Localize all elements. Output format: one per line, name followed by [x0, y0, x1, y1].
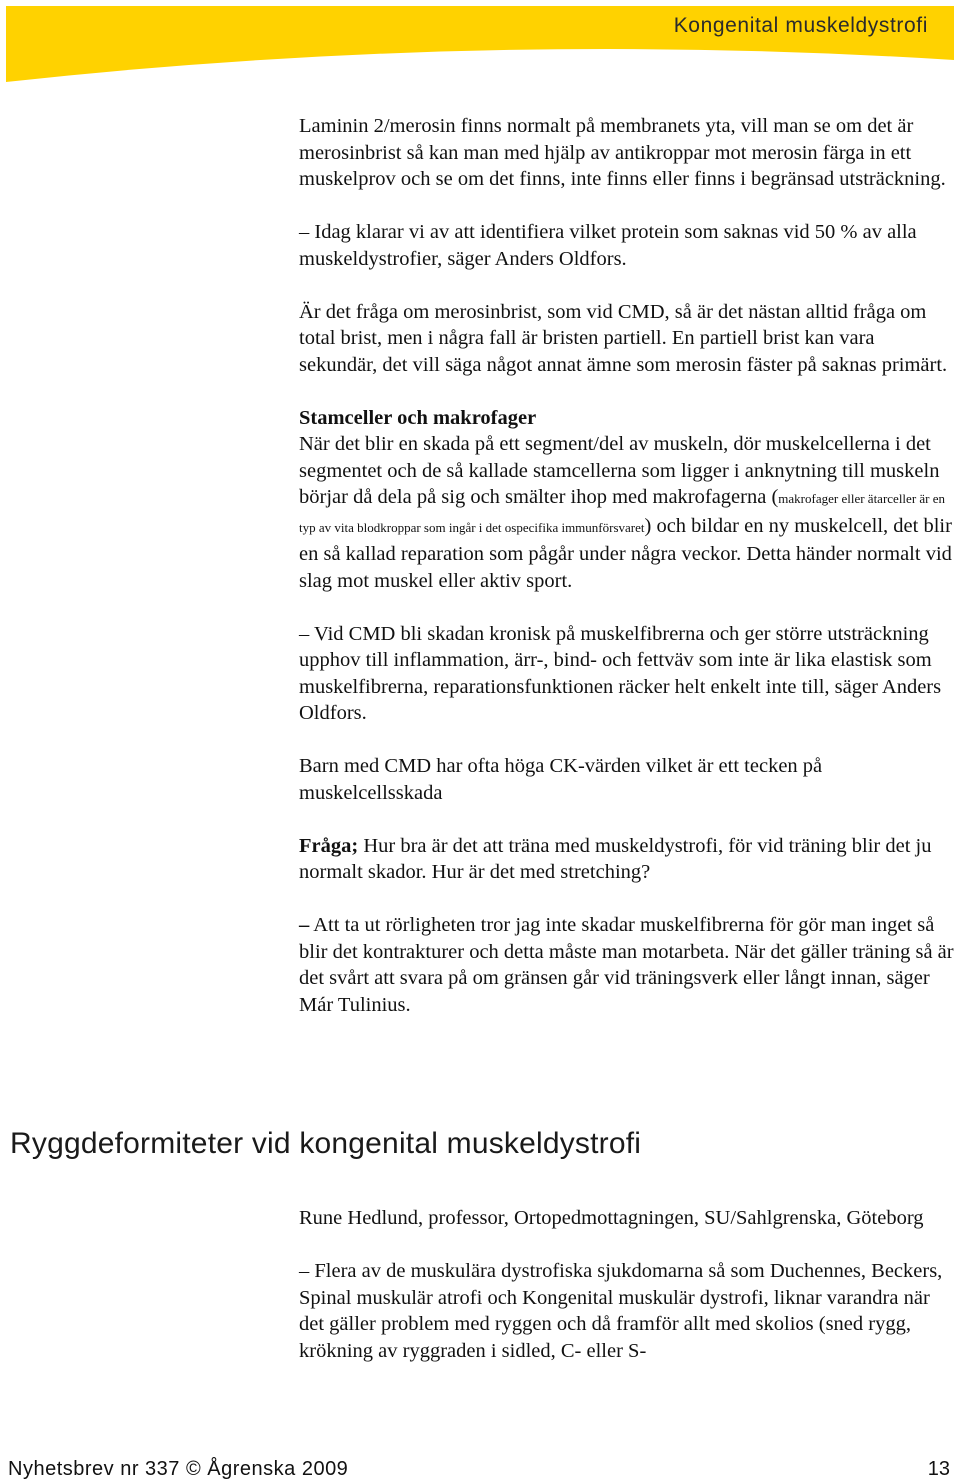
header-title: Kongenital muskeldystrofi	[673, 14, 928, 37]
footer-newsletter: Nyhetsbrev nr 337 © Ågrenska 2009	[8, 1458, 349, 1480]
paragraph-ck-values: Barn med CMD har ofta höga CK-värden vilket är ett tecken på muskelcellsskada	[299, 755, 823, 804]
section-body	[299, 1205, 954, 1391]
question-paragraph	[299, 833, 954, 886]
question-label: Fråga;	[299, 834, 359, 857]
answer-text: Att ta ut rörligheten tror jag inte skadar muskelfibrerna för gör man inget så blir det kontrakturer och detta måste man motarbeta. När det gäller träning så är det svårt att svara på om gränsen går vid träningsverk eller långt innan, säger Már Tulinius.	[299, 914, 954, 1016]
stem-cells-text-a: När det blir en skada på ett segment/del av muskeln, dör muskelcellerna i det segmentet och de så kallade stamcellerna som ligger i anknytning till muskeln börjar då dela på sig och smälter ihop med makrofagerna (	[299, 433, 940, 508]
answer-dash: –	[299, 914, 310, 936]
section-author: Rune Hedlund, professor, Ortopedmottagningen, SU/Sahlgrenska, Göteborg	[299, 1207, 924, 1229]
quote-oldfors-chronic: – Vid CMD bli skadan kronisk på muskelfibrerna och ger större utsträckning upphov till inflammation, ärr-, bind- och fettväv som inte är lika elastisk som muskelfibrerna, reparationsfunktionen räcker helt enkelt inte till, säger Anders Oldfors.	[299, 622, 942, 724]
subheading-stem-cells: Stamceller och makrofager	[299, 406, 537, 429]
page-number: 13	[927, 1458, 950, 1480]
header-band-shape	[0, 0, 960, 82]
question-text: Hur bra är det att träna med muskeldystrofi, för vid träning blir det ju normalt skador. Hur är det med stretching?	[299, 834, 932, 883]
stem-cells-note: makrofager eller ätarceller är en typ av vita blodkroppar som ingår i det ospecifika immunförsvaret	[299, 491, 946, 535]
stem-cells-text-b: ) och bildar en ny muskelcell, det blir en så kallad reparation som pågår under några veckor. Detta händer normalt vid slag mot muskel eller aktiv sport.	[299, 514, 952, 592]
quote-oldfors-protein: – Idag klarar vi av att identifiera vilket protein som saknas vid 50 % av alla muskeldystrofier, säger Anders Oldfors.	[299, 221, 917, 270]
paragraph-merosin-test: Laminin 2/merosin finns normalt på membranets yta, vill man se om det är merosinbrist så kan man med hjälp av antikroppar mot merosin färga in ett muskelprov och se om det finns, inte finns eller finns i begränsad utsträckning.	[299, 115, 946, 190]
paragraph-stem-cells	[299, 405, 954, 595]
paragraph-merosin-deficiency: Är det fråga om merosinbrist, som vid CMD, så är det nästan alltid fråga om total brist, men i några fall är bristen partiell. En partiell brist kan vara sekundär, det vill säga något annat ämne som merosin fäster på saknas primärt.	[299, 300, 948, 376]
article-body	[299, 113, 954, 1045]
header-band	[0, 0, 960, 82]
answer-paragraph	[299, 912, 954, 1018]
section-heading: Ryggdeformiteter vid kongenital muskeldystrofi	[10, 1127, 642, 1160]
section-paragraph: – Flera av de muskulära dystrofiska sjukdomarna så som Duchennes, Beckers, Spinal muskulär atrofi och Kongenital muskulär dystrofi, liknar varandra när det gäller problem med ryggen och då framför allt med skolios (sned rygg, krökning av ryggraden i sidled, C- eller S-	[299, 1260, 943, 1362]
